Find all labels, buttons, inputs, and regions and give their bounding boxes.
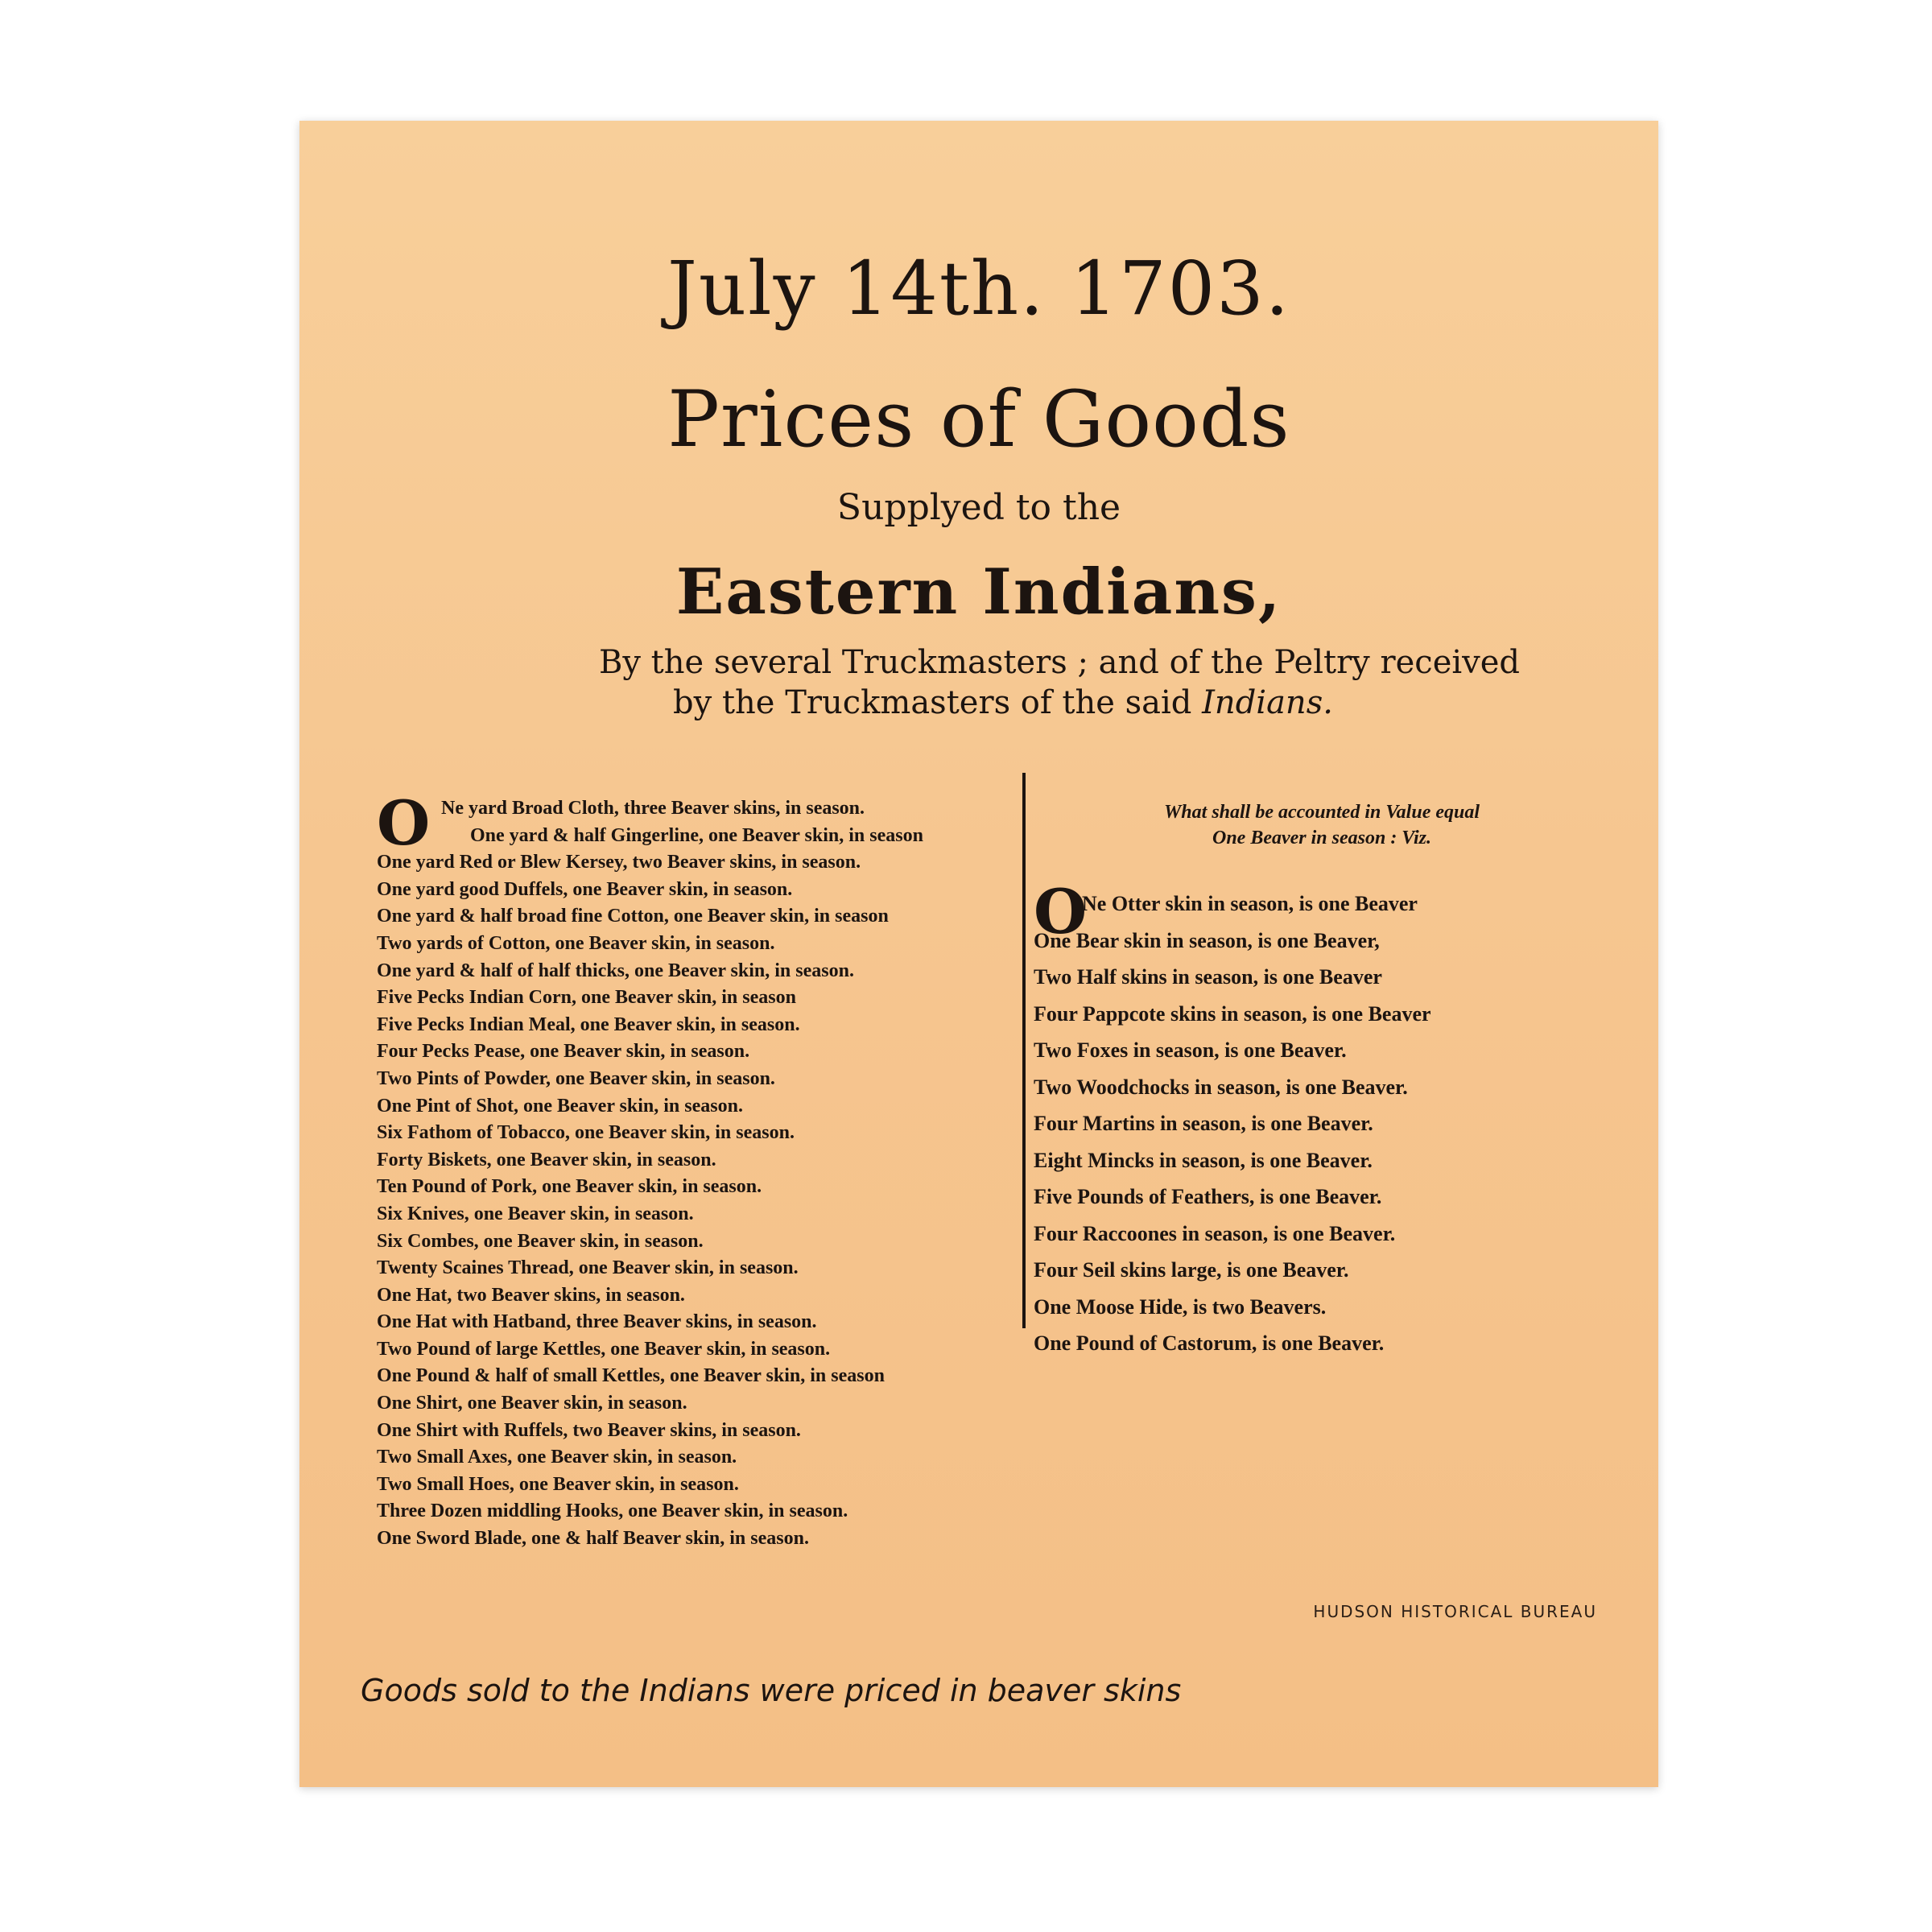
caption-footer: Goods sold to the Indians were priced in beaver skins <box>361 1673 1182 1708</box>
left-list-item: One Pound & half of small Kettles, one Beaver skin, in season <box>377 1365 885 1387</box>
left-list-item: Ne yard Broad Cloth, three Beaver skins, in season. <box>441 798 865 819</box>
right-list-item: Ne Otter skin in season, is one Beaver <box>1082 892 1418 915</box>
left-list-item: Forty Biskets, one Beaver skin, in season. <box>377 1149 716 1170</box>
left-list-item: One Pint of Shot, one Beaver skin, in season. <box>377 1095 743 1117</box>
left-list-item: Two Small Hoes, one Beaver skin, in season. <box>377 1473 739 1495</box>
left-price-list <box>377 787 1021 1553</box>
right-list-item: Two Woodchocks in season, is one Beaver. <box>1034 1075 1408 1099</box>
left-list-item: Five Pecks Indian Corn, one Beaver skin, in season <box>377 987 796 1009</box>
left-list-item: Two Pints of Powder, one Beaver skin, in season. <box>377 1067 775 1089</box>
right-list-item: Eight Mincks in season, is one Beaver. <box>1034 1148 1373 1172</box>
left-list-item: Six Combes, one Beaver skin, in season. <box>377 1230 704 1252</box>
left-list-item: Six Fathom of Tobacco, one Beaver skin, in season. <box>377 1122 795 1144</box>
left-list-item: One yard Red or Blew Kersey, two Beaver skins, in season. <box>377 852 861 873</box>
subtitle-line-2-text: by the Truckmasters of the said <box>673 684 1203 721</box>
subtitle-line-2-italic: Indians. <box>1202 684 1333 721</box>
left-list-item: One Sword Blade, one & half Beaver skin, in season. <box>377 1528 809 1550</box>
title-date: July 14th. 1703. <box>667 246 1290 332</box>
right-list-item: One Moose Hide, is two Beavers. <box>1034 1294 1327 1319</box>
left-list-item: One yard good Duffels, one Beaver skin, in season. <box>377 878 793 900</box>
subtitle-line-2 <box>299 684 1658 721</box>
subtitle-line-1: By the several Truckmasters ; and of the Peltry received <box>598 644 1521 681</box>
left-list-item: Two Pound of large Kettles, one Beaver skin, in season. <box>377 1338 831 1360</box>
left-dropcap: O <box>377 787 431 859</box>
left-list-item: One Shirt with Ruffels, two Beaver skins, in season. <box>377 1419 801 1441</box>
right-list-item: Four Seil skins large, is one Beaver. <box>1034 1258 1349 1282</box>
publisher-credit: HUDSON HISTORICAL BUREAU <box>1313 1602 1597 1621</box>
right-list-item: Two Half skins in season, is one Beaver <box>1034 965 1382 989</box>
left-list-item: Two yards of Cotton, one Beaver skin, in season. <box>377 932 775 954</box>
title-eastern-indians: Eastern Indians, <box>675 555 1282 629</box>
left-list-item: Six Knives, one Beaver skin, in season. <box>377 1203 694 1224</box>
right-heading-line-2: One Beaver in season : Viz. <box>1212 828 1431 848</box>
right-list-item: Four Raccoones in season, is one Beaver. <box>1034 1221 1396 1245</box>
right-list-item: One Pound of Castorum, is one Beaver. <box>1034 1331 1385 1355</box>
left-list-item: Five Pecks Indian Meal, one Beaver skin, in season. <box>377 1013 800 1035</box>
subtitle-supplyed: Supplyed to the <box>836 487 1121 528</box>
right-list-item: One Bear skin in season, is one Beaver, <box>1034 928 1380 952</box>
left-list-item: Ten Pound of Pork, one Beaver skin, in season. <box>377 1176 762 1198</box>
right-list-item: Two Foxes in season, is one Beaver. <box>1034 1038 1347 1062</box>
right-list-item: Five Pounds of Feathers, is one Beaver. <box>1034 1185 1382 1208</box>
left-list-item: Two Small Axes, one Beaver skin, in season. <box>377 1447 737 1468</box>
title-main: Prices of Goods <box>667 374 1290 464</box>
left-list-item: Twenty Scaines Thread, one Beaver skin, in season. <box>377 1257 799 1279</box>
right-list-item: Four Martins in season, is one Beaver. <box>1034 1112 1373 1135</box>
right-dropcap: O <box>1034 876 1088 947</box>
left-list-item: One yard & half broad fine Cotton, one Beaver skin, in season <box>377 906 889 927</box>
right-heading-line-1: What shall be accounted in Value equal <box>1163 802 1480 823</box>
left-list-item: Four Pecks Pease, one Beaver skin, in season. <box>377 1041 750 1063</box>
parchment-poster <box>299 121 1658 1787</box>
left-list-item: One Hat with Hatband, three Beaver skins, in season. <box>377 1311 817 1333</box>
column-divider <box>1022 773 1026 1328</box>
right-list-item: Four Pappcote skins in season, is one Beaver <box>1034 1001 1431 1026</box>
left-list-item: One Shirt, one Beaver skin, in season. <box>377 1393 687 1414</box>
left-list-item: Three Dozen middling Hooks, one Beaver skin, in season. <box>377 1501 848 1522</box>
left-list-item: One yard & half of half thicks, one Beaver skin, in season. <box>377 960 854 981</box>
left-list-item: One yard & half Gingerline, one Beaver skin, in season <box>470 824 923 846</box>
left-list-item: One Hat, two Beaver skins, in season. <box>377 1284 685 1306</box>
